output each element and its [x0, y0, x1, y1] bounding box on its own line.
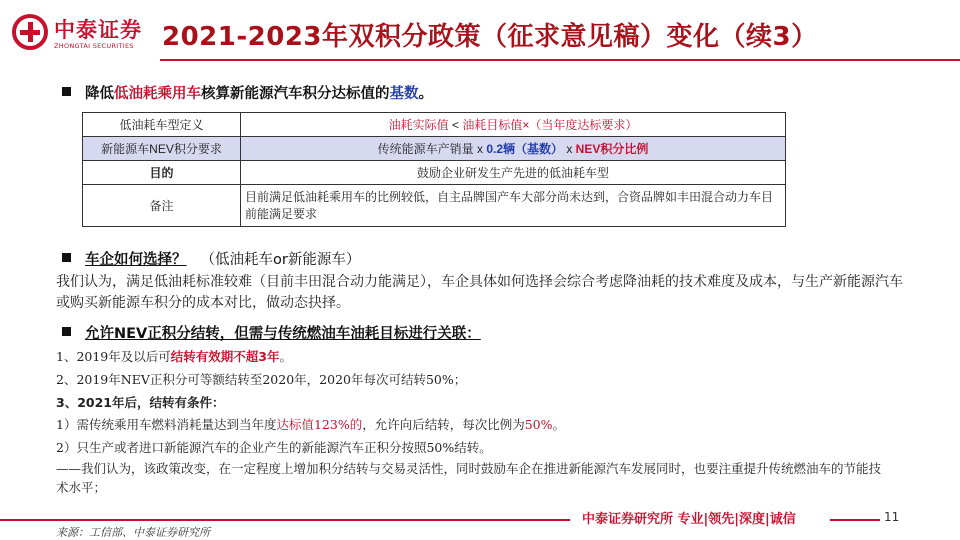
rule-item-4: [56, 415, 565, 433]
item4-red1: 达标值123%的: [276, 417, 363, 432]
fuel-actual: 油耗实际值: [388, 118, 449, 132]
section1-highlight: 低油耗乘用车: [114, 86, 201, 102]
section1-key: 基数: [389, 86, 419, 102]
page-title: 2021-2023年双积分政策（征求意见稿）变化（续3）: [162, 22, 818, 52]
item4-prefix: 1）需传统乘用车燃料消耗量达到当年度: [56, 417, 277, 432]
title-divider: [160, 59, 960, 61]
conclusion-text: ——我们认为，该政策改变，在一定程度上增加积分结转与交易灵活性，同时鼓励车企在推进新能源汽车发展同时，也要注重提升传统燃油车的节能技术水平；: [56, 461, 882, 495]
row-value: [241, 113, 786, 137]
row-label: 备注: [83, 185, 241, 227]
item1-prefix: 1、2019年及以后可: [56, 349, 171, 364]
rule-item-1: [56, 347, 292, 365]
item4-mid: ，允许向后结转，每次比例为: [362, 417, 525, 432]
square-bullet-icon: [62, 253, 71, 262]
section1-heading: [62, 82, 433, 103]
footer-divider-right: [830, 519, 880, 521]
row-value: 鼓励企业研发生产先进的低油耗车型: [241, 161, 786, 185]
company-logo: [8, 6, 158, 56]
logo-cn-text: 中泰证券: [54, 18, 142, 42]
section2-sub: （低油耗车or新能源车）: [200, 252, 361, 268]
definition-table: [82, 112, 786, 227]
item1-bold: 结转有效期不超3年: [170, 349, 280, 364]
table-row: [83, 161, 786, 185]
row-label: 新能源车NEV积分要求: [83, 137, 241, 161]
item4-red2: 50%: [524, 417, 553, 432]
row-value: 目前满足低油耗乘用车的比例较低，自主品牌国产车大部分尚未达到，合资品牌如丰田混合动力车目前能满足要求: [241, 185, 786, 227]
rule-item-2: 2、2019年NEV正积分可等额结转至2020年，2020年每次可结转50%；: [56, 372, 467, 387]
rule-item-3: 3、2021年后，结转有条件：: [56, 395, 225, 410]
nev-ratio: NEV积分比例: [575, 142, 649, 156]
fuel-target: 油耗目标值×（当年度达标要求）: [462, 118, 638, 132]
section1-suffix: 。: [418, 86, 433, 102]
base-value: 0.2辆（基数）: [486, 142, 563, 156]
table-row: [83, 137, 786, 161]
row-label: 低油耗车型定义: [83, 113, 241, 137]
section2-paragraph: 我们认为，满足低油耗标准较难（目前丰田混合动力能满足），车企具体如何选择会综合考虑降油耗的技术难度及成本，与生产新能源汽车或购买新能源车积分的成本对比，做动态抉择。: [56, 274, 903, 311]
logo-emblem-icon: [12, 14, 48, 50]
row-label: 目的: [83, 161, 241, 185]
rule-item-5: 2）只生产或者进口新能源汽车的企业产生的新能源汽车正积分按照50%结转。: [56, 440, 492, 455]
item1-suffix: 。: [279, 349, 292, 364]
section1-middle: 核算新能源汽车积分达标值的: [201, 86, 390, 102]
square-bullet-icon: [62, 327, 71, 336]
traditional-volume: 传统能源车产销量 x: [377, 142, 487, 156]
item4-suffix: 。: [552, 417, 566, 432]
table-row: [83, 113, 786, 137]
page-number: 11: [884, 510, 900, 524]
square-bullet-icon: [62, 87, 71, 96]
section3-heading: [62, 322, 481, 343]
value-sep: <: [448, 118, 463, 132]
footer-brand: 中泰证券研究所 专业|领先|深度|诚信: [582, 512, 796, 527]
logo-en-text: ZHONGTAI SECURITIES: [54, 42, 134, 50]
section2-heading: [62, 248, 360, 269]
section3-title: 允许NEV正积分结转，但需与传统燃油车油耗目标进行关联：: [85, 326, 481, 342]
footer-divider-left: [0, 519, 570, 521]
section1-prefix: 降低: [85, 86, 114, 102]
section2-title: 车企如何选择？: [85, 252, 187, 268]
table-row: [83, 185, 786, 227]
row-value: [241, 137, 786, 161]
value-sep: x: [563, 142, 576, 156]
source-note: 来源：工信部、中泰证券研究所: [56, 526, 210, 539]
